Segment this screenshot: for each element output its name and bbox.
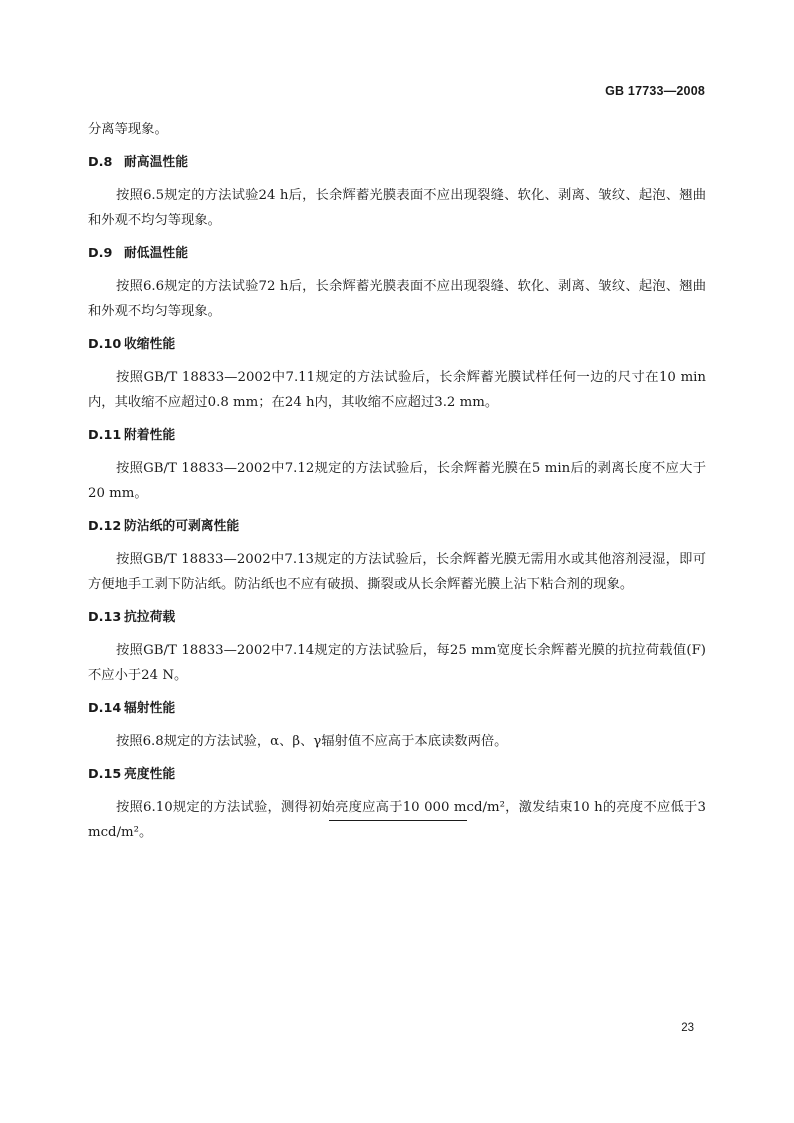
- section-heading-d12: [88, 514, 706, 539]
- section-number: D.13: [88, 610, 122, 625]
- section-body-d13: 按照GB/T 18833—2002中7.14规定的方法试验后，每25 mm宽度长余辉蓄光膜的抗拉荷载值(F)不应小于24 N。: [88, 643, 706, 683]
- section-body-d15: 按照6.10规定的方法试验，测得初始亮度应高于10 000 mcd/m²，激发结束10 h的亮度不应低于3 mcd/m²。: [88, 800, 706, 840]
- page-number: 23: [681, 1022, 694, 1034]
- continuation-text: 分离等现象。: [88, 122, 168, 137]
- section-title: 防沾纸的可剥离性能: [124, 519, 240, 534]
- section-body-d12: 按照GB/T 18833—2002中7.13规定的方法试验后，长余辉蓄光膜无需用水或其他溶剂浸湿，即可方便地手工剥下防沾纸。防沾纸也不应有破损、撕裂或从长余辉蓄光膜上沾下粘合剂的现象。: [88, 552, 706, 592]
- section-number: D.8: [88, 155, 113, 170]
- section-number: D.14: [88, 701, 122, 716]
- document-body: [88, 117, 706, 853]
- section-title: 耐高温性能: [124, 155, 188, 170]
- section-number: D.11: [88, 428, 122, 443]
- section-number: D.9: [88, 246, 113, 261]
- standard-code-header: GB 17733—2008: [605, 84, 705, 98]
- section-title: 辐射性能: [124, 701, 176, 716]
- section-title: 耐低温性能: [124, 246, 188, 261]
- end-of-document-rule: [329, 820, 467, 821]
- section-title: 收缩性能: [124, 337, 176, 352]
- section-heading-d13: [88, 605, 706, 630]
- section-body-d11: 按照GB/T 18833—2002中7.12规定的方法试验后，长余辉蓄光膜在5 min后的剥离长度不应大于20 mm。: [88, 461, 706, 501]
- section-title: 附着性能: [124, 428, 176, 443]
- section-number: D.12: [88, 519, 122, 534]
- section-number: D.10: [88, 337, 122, 352]
- section-heading-d8: [88, 150, 706, 175]
- section-title: 抗拉荷载: [124, 610, 176, 625]
- section-title: 亮度性能: [124, 767, 176, 782]
- section-body-d10: 按照GB/T 18833—2002中7.11规定的方法试验后，长余辉蓄光膜试样任何一边的尺寸在10 min内，其收缩不应超过0.8 mm；在24 h内，其收缩不应超过3.2 mm。: [88, 370, 706, 410]
- section-body-d9: 按照6.6规定的方法试验72 h后，长余辉蓄光膜表面不应出现裂缝、软化、剥离、皱纹、起泡、翘曲和外观不均匀等现象。: [88, 279, 706, 319]
- section-heading-d15: [88, 762, 706, 787]
- section-body-d8: 按照6.5规定的方法试验24 h后，长余辉蓄光膜表面不应出现裂缝、软化、剥离、皱纹、起泡、翘曲和外观不均匀等现象。: [88, 188, 706, 228]
- section-heading-d11: [88, 423, 706, 448]
- section-heading-d10: [88, 332, 706, 357]
- section-heading-d9: [88, 241, 706, 266]
- section-body-d14: 按照6.8规定的方法试验，α、β、γ辐射值不应高于本底读数两倍。: [116, 734, 508, 749]
- section-number: D.15: [88, 767, 122, 782]
- section-heading-d14: [88, 696, 706, 721]
